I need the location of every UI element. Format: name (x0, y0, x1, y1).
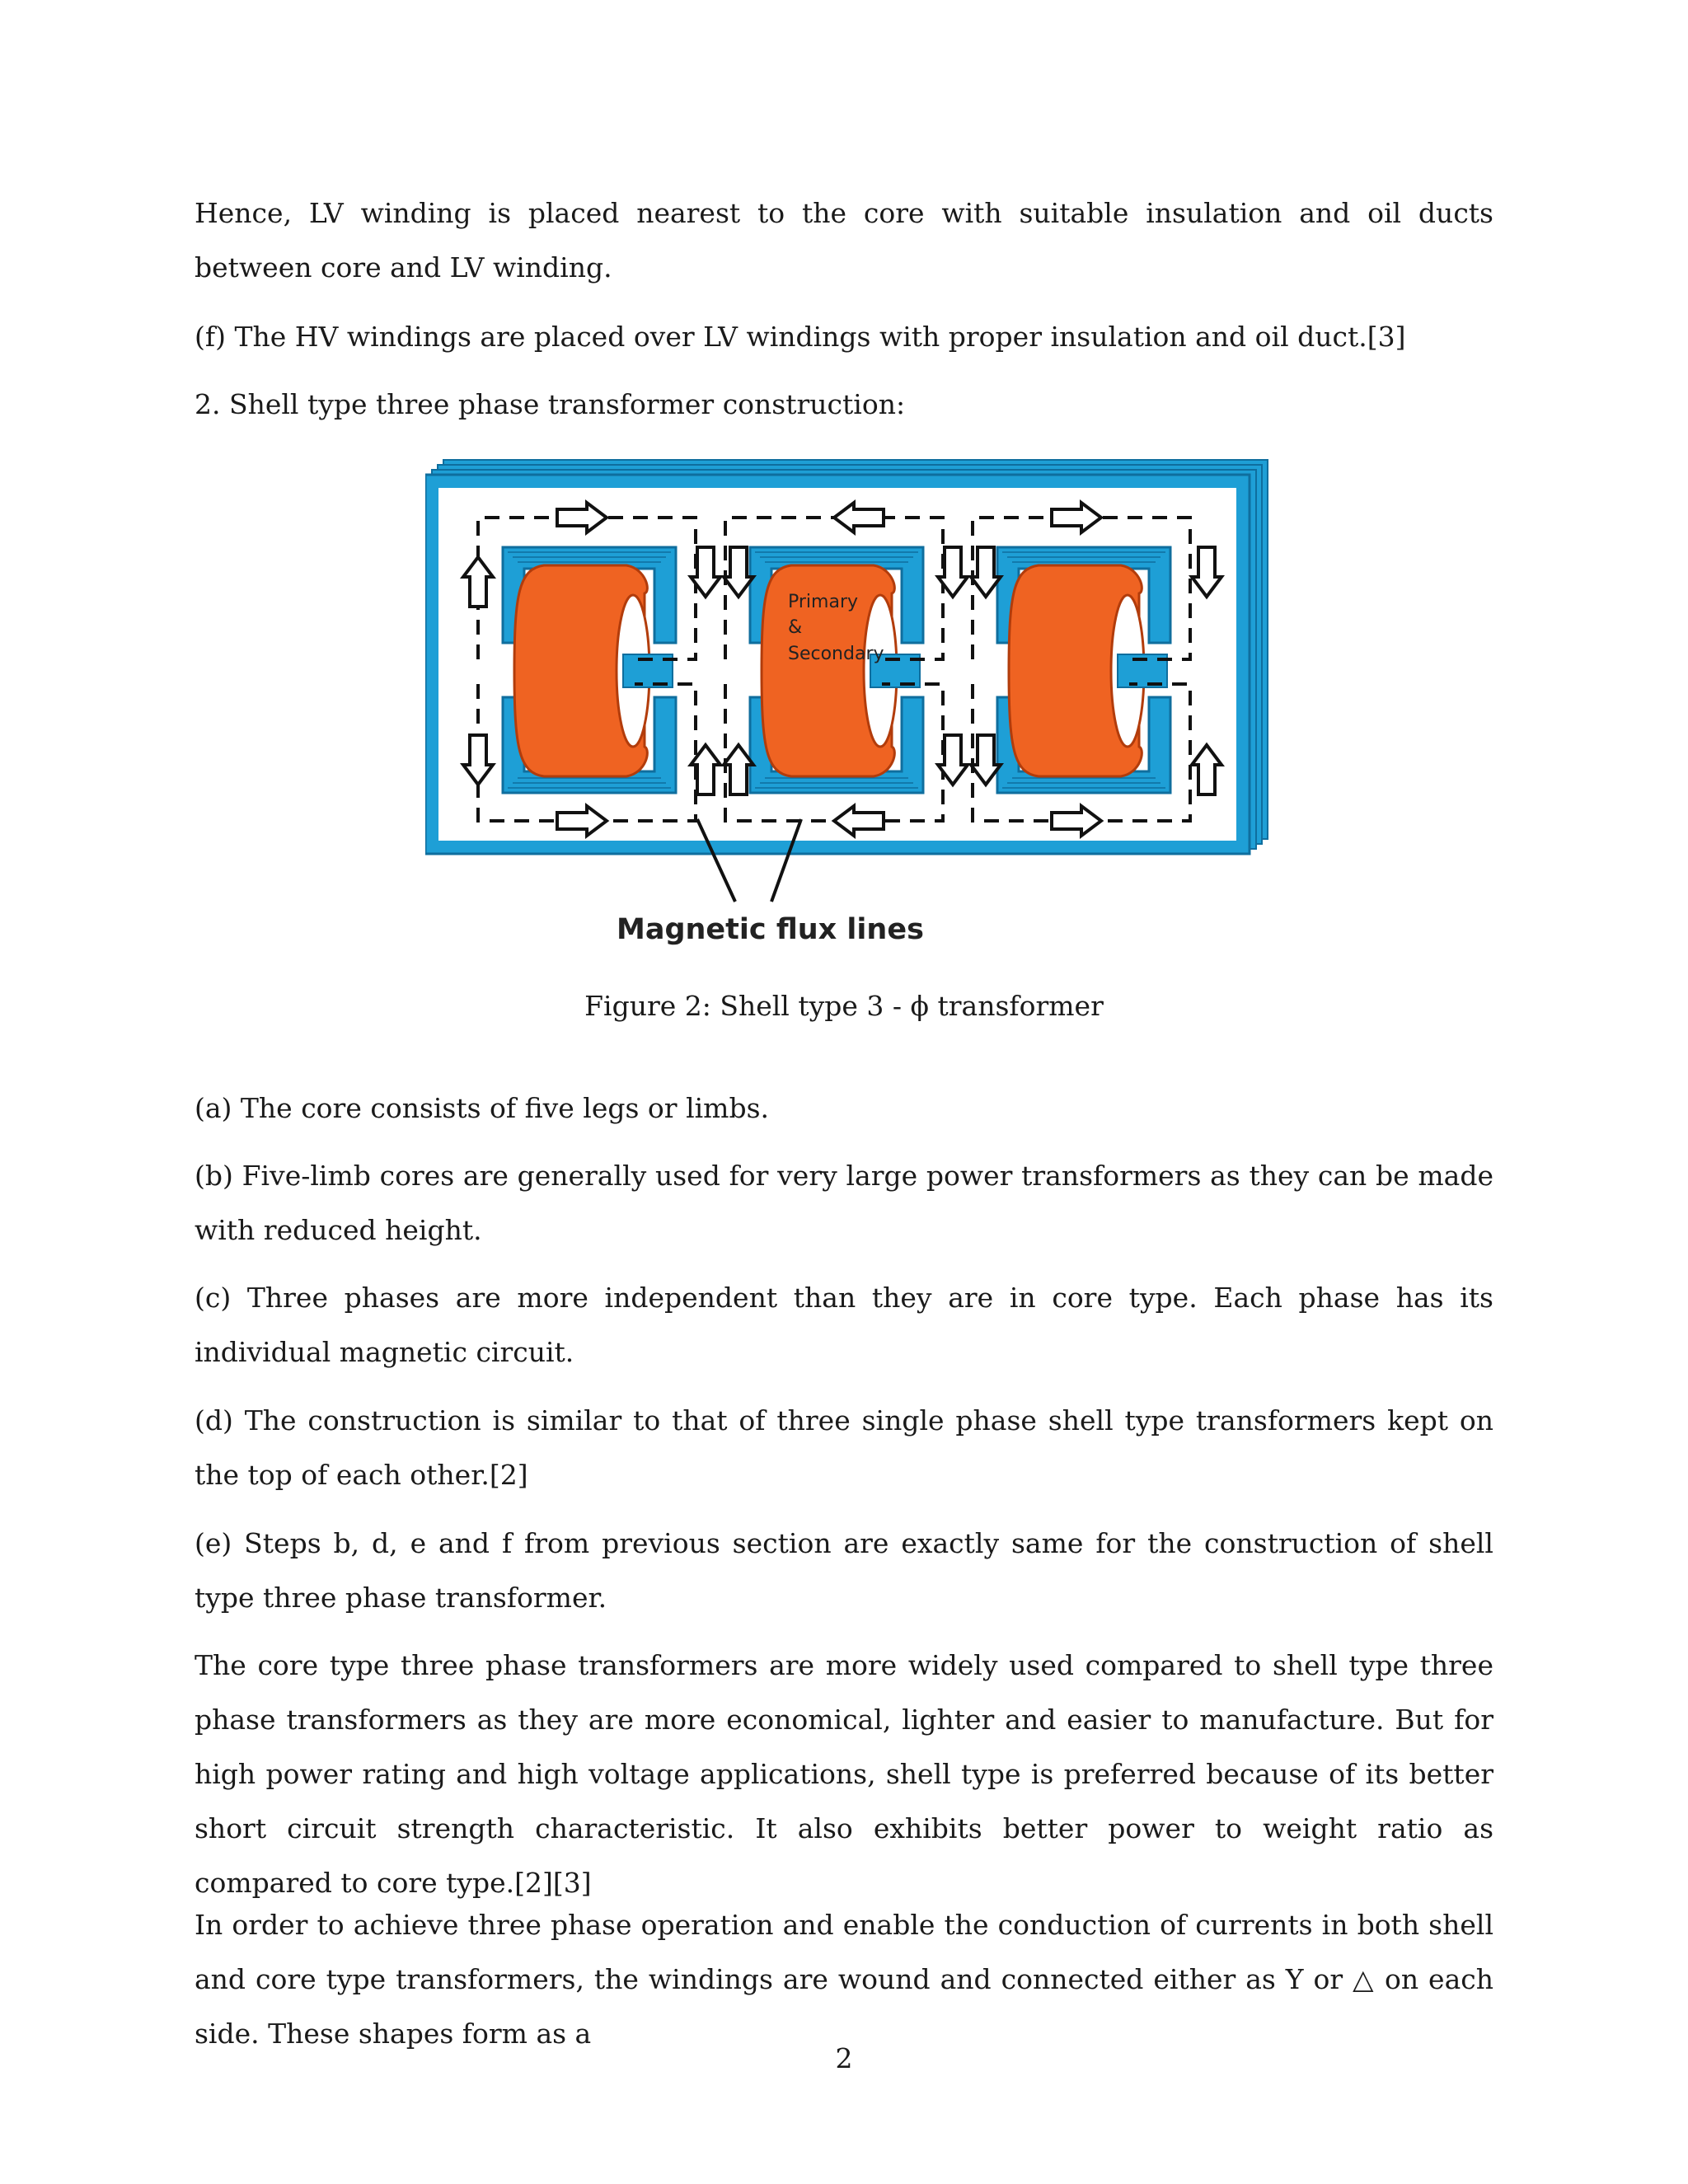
coil-label-primary: Primary (788, 592, 859, 612)
paragraph-winding-connection: In order to achieve three phase operation and enable the conduction of currents in both shell and core type transformers, the windings are wound and connected either as Y or △ on each side. These shapes form as a (195, 1909, 1493, 2050)
section-heading-shell-type: 2. Shell type three phase transformer construction: (195, 388, 906, 420)
coil-label-secondary: Secondary (788, 644, 884, 664)
figure-caption: Figure 2: Shell type 3 - ϕ transformer (584, 990, 1104, 1022)
page-number: 2 (835, 2042, 853, 2074)
shell-transformer-figure (425, 453, 1271, 956)
paragraph-step-f: (f) The HV windings are placed over LV windings with proper insulation and oil duct.[3] (195, 321, 1406, 353)
list-item-e: (e) Steps b, d, e and f from previous section are exactly same for the construction of shell type three phase transformer. (195, 1527, 1493, 1614)
list-item-b: (b) Five-limb cores are generally used for very large power transformers as they can be made with reduced height. (195, 1160, 1493, 1246)
paragraph-comparison: The core type three phase transformers are more widely used compared to shell type three phase transformers as they are more economical, lighter and easier to manufacture. But for high power rating and high voltage applications, shell type is preferred because of its better short circuit strength characteristic. It also exhibits better power to weight ratio as compared to core type.[2][3] (195, 1649, 1493, 1899)
flux-label: Magnetic flux lines (617, 913, 924, 946)
paragraph-intro: Hence, LV winding is placed nearest to the core with suitable insulation and oil ducts between core and LV winding. (195, 197, 1493, 284)
list-item-d: (d) The construction is similar to that of three single phase shell type transformers kept on the top of each other.[2] (195, 1404, 1493, 1491)
list-item-a: (a) The core consists of five legs or limbs. (195, 1092, 770, 1124)
coil-label-ampersand: & (788, 617, 803, 638)
list-item-c: (c) Three phases are more independent than they are in core type. Each phase has its individual magnetic circuit. (195, 1282, 1493, 1368)
